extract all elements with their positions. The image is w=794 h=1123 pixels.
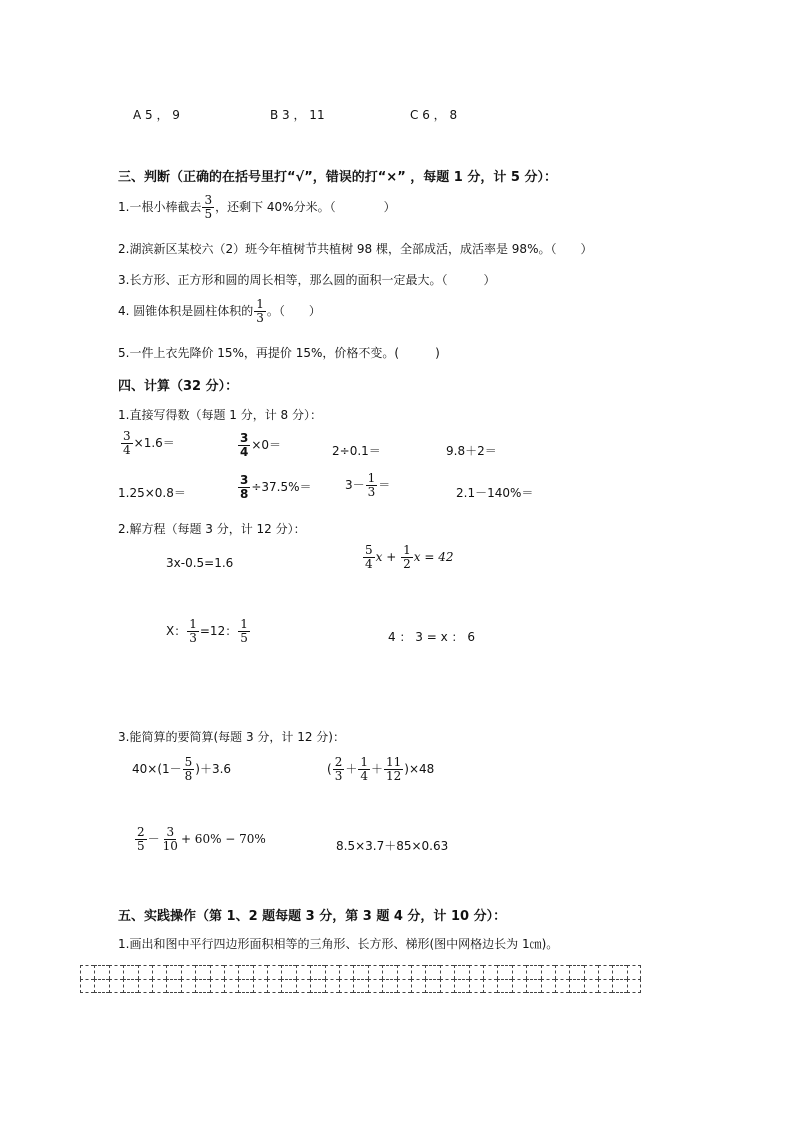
- grid-cell: [94, 965, 108, 979]
- grid-row: [80, 965, 641, 979]
- fraction: [363, 544, 375, 571]
- judge-q4-prefix: 4. 圆锥体积是圆柱体积的: [118, 304, 254, 319]
- fraction-1-3: [254, 298, 266, 325]
- grid-cell: [109, 965, 123, 979]
- grid-cell: [281, 979, 295, 993]
- calc-1d: 9.8＋2＝: [446, 444, 497, 458]
- grid-cell: [325, 965, 339, 979]
- simplify-1: [132, 756, 231, 783]
- grid-cell: [483, 979, 497, 993]
- dashed-grid: [80, 965, 641, 993]
- simplify-3: [134, 826, 266, 853]
- grid-cell: [310, 965, 324, 979]
- calc-1g: [345, 472, 390, 499]
- part1-title: 1.直接写得数（每题 1 分，计 8 分）：: [118, 408, 322, 422]
- grid-cell: [368, 965, 382, 979]
- expr: x +: [375, 550, 397, 565]
- grid-cell: [382, 979, 396, 993]
- numerator: 1: [360, 755, 368, 769]
- grid-cell: [469, 965, 483, 979]
- grid-cell: [512, 979, 526, 993]
- grid-cell: [526, 965, 540, 979]
- grid-cell: [152, 965, 166, 979]
- denominator: 5: [240, 631, 248, 646]
- grid-cell: [80, 965, 94, 979]
- numerator: 11: [386, 755, 402, 769]
- grid-cell: [497, 979, 511, 993]
- denominator: 2: [403, 557, 411, 572]
- denominator: 12: [386, 769, 402, 784]
- numerator: 3: [123, 429, 131, 443]
- judge-q1: [118, 194, 396, 221]
- grid-cell: [425, 965, 439, 979]
- grid-cell: [612, 979, 626, 993]
- grid-cell: [555, 965, 569, 979]
- fraction: [366, 472, 378, 499]
- grid-cell: [483, 965, 497, 979]
- minus: －: [147, 832, 160, 847]
- numerator: 1: [189, 617, 197, 631]
- fraction-3-5: [202, 194, 214, 221]
- fraction: [238, 474, 250, 501]
- denominator: 3: [367, 485, 376, 500]
- fraction: [358, 756, 370, 783]
- grid-cell: [612, 965, 626, 979]
- grid-cell: [310, 979, 324, 993]
- denominator: 4: [123, 443, 131, 458]
- equation-4: 4 ： 3 = x ： 6: [388, 630, 475, 644]
- denominator: 4: [360, 769, 368, 784]
- fraction: [401, 544, 413, 571]
- expr: ＝: [378, 478, 391, 493]
- numerator: 3: [204, 193, 213, 207]
- denominator: 4: [240, 445, 249, 460]
- numerator: 1: [403, 543, 411, 557]
- grid-row: [80, 979, 641, 993]
- expr: =12：: [199, 624, 238, 639]
- expr: ÷37.5%＝: [251, 480, 312, 495]
- judge-q3: 3.长方形、正方形和圆的周长相等，那么圆的面积一定最大。（ ）: [118, 273, 496, 287]
- denominator: 8: [240, 487, 249, 502]
- denominator: 8: [184, 769, 193, 784]
- grid-cell: [584, 979, 598, 993]
- grid-cell: [584, 965, 598, 979]
- grid-cell: [123, 979, 137, 993]
- expr-pre: 40×(1－: [132, 762, 182, 777]
- grid-cell: [166, 965, 180, 979]
- plus: ＋: [370, 762, 383, 777]
- simplify-4: 8.5×3.7＋85×0.63: [336, 839, 449, 853]
- grid-cell: [555, 979, 569, 993]
- expr: + 60% − 70%: [180, 832, 266, 847]
- grid-cell: [296, 979, 310, 993]
- grid-cell: [267, 979, 281, 993]
- grid-cell: [94, 979, 108, 993]
- numerator: 5: [184, 755, 193, 769]
- fraction: [238, 432, 250, 459]
- grid-cell: [411, 965, 425, 979]
- calc-1b: [237, 432, 281, 459]
- grid-cell: [238, 979, 252, 993]
- grid-cell: [411, 979, 425, 993]
- fraction: [384, 756, 403, 783]
- grid-cell: [296, 965, 310, 979]
- part2-title: 2.解方程（每题 3 分，计 12 分）：: [118, 522, 306, 536]
- option-c: C 6 ， 8: [410, 108, 458, 122]
- grid-cell: [469, 979, 483, 993]
- expr: ×1.6＝: [133, 436, 175, 451]
- expr: )×48: [404, 762, 435, 777]
- grid-cell: [353, 965, 367, 979]
- grid-cell: [267, 965, 281, 979]
- grid-cell: [541, 979, 555, 993]
- calc-1f: [237, 474, 312, 501]
- grid-cell: [181, 965, 195, 979]
- grid-cell: [224, 979, 238, 993]
- calc-1c: 2÷0.1＝: [332, 444, 381, 458]
- grid-cell: [598, 979, 612, 993]
- grid-cell: [210, 965, 224, 979]
- fraction: [161, 826, 180, 853]
- grid-cell: [195, 965, 209, 979]
- numerator: 3: [166, 825, 175, 839]
- expr-pre: X：: [166, 624, 187, 639]
- section4-title: 四、计算（32 分）：: [118, 379, 239, 394]
- grid-cell: [224, 965, 238, 979]
- grid-cell: [166, 979, 180, 993]
- grid-cell: [253, 979, 267, 993]
- grid-cell: [138, 979, 152, 993]
- expr: ×0＝: [251, 438, 282, 453]
- fraction: [121, 430, 133, 457]
- expr: )＋3.6: [195, 762, 232, 777]
- numerator: 2: [334, 755, 343, 769]
- section3-title: 三、判断（正确的在括号里打“√”，错误的打“×” ，每题 1 分，计 5 分）：: [118, 170, 557, 185]
- grid-cell: [339, 979, 353, 993]
- grid-cell: [339, 965, 353, 979]
- numerator: 2: [137, 825, 145, 839]
- grid-cell: [123, 965, 137, 979]
- grid-cell: [368, 979, 382, 993]
- grid-cell: [80, 979, 94, 993]
- judge-q4-suffix: 。（ ）: [266, 304, 321, 319]
- simplify-2: [327, 756, 434, 783]
- grid-cell: [440, 965, 454, 979]
- numerator: 3: [240, 473, 249, 487]
- equation-3: [166, 618, 251, 645]
- calc-1h: 2.1－140%＝: [456, 486, 534, 500]
- fraction: [333, 756, 345, 783]
- denominator: 5: [204, 207, 213, 222]
- grid-cell: [497, 965, 511, 979]
- section5-title: 五、实践操作（第 1、2 题每题 3 分，第 3 题 4 分，计 10 分）：: [118, 909, 507, 924]
- expr: x = 42: [413, 550, 454, 565]
- grid-cell: [181, 979, 195, 993]
- numerator: 1: [256, 297, 264, 311]
- judge-q2: 2.湖滨新区某校六（2）班今年植树节共植树 98 棵，全部成活，成活率是 98%。（ ）: [118, 242, 593, 256]
- grid-cell: [281, 965, 295, 979]
- grid-cell: [195, 979, 209, 993]
- numerator: 1: [240, 617, 248, 631]
- equation-2: [362, 544, 453, 571]
- judge-q1-prefix: 1.一根小棒截去: [118, 200, 202, 215]
- grid-cell: [598, 965, 612, 979]
- grid-cell: [454, 979, 468, 993]
- part3-title: 3.能简算的要简算(每题 3 分，计 12 分)：: [118, 730, 345, 744]
- grid-cell: [512, 965, 526, 979]
- grid-cell: [238, 965, 252, 979]
- fraction: [187, 618, 199, 645]
- option-a: A 5 ， 9: [133, 108, 180, 122]
- grid-cell: [440, 979, 454, 993]
- grid-cell: [541, 965, 555, 979]
- fraction: [183, 756, 195, 783]
- grid-cell: [109, 979, 123, 993]
- grid-cell: [526, 979, 540, 993]
- numerator: 3: [240, 431, 249, 445]
- fraction: [135, 826, 147, 853]
- denominator: 3: [256, 311, 264, 326]
- grid-cell: [454, 965, 468, 979]
- judge-q5: 5.一件上衣先降价 15%，再提价 15%，价格不变。( ): [118, 346, 440, 360]
- grid-cell: [253, 965, 267, 979]
- denominator: 3: [334, 769, 343, 784]
- grid-cell: [382, 965, 396, 979]
- equation-1: 3x-0.5=1.6: [166, 556, 234, 570]
- expr-pre: 3－: [345, 478, 365, 493]
- plus: ＋: [345, 762, 358, 777]
- fraction: [238, 618, 250, 645]
- numerator: 1: [367, 471, 376, 485]
- option-b: B 3 ， 11: [270, 108, 325, 122]
- grid-cell: [627, 979, 641, 993]
- grid-cell: [210, 979, 224, 993]
- grid-cell: [569, 965, 583, 979]
- grid-cell: [138, 965, 152, 979]
- denominator: 3: [189, 631, 197, 646]
- numerator: 5: [365, 543, 373, 557]
- grid-cell: [425, 979, 439, 993]
- calc-1a: [120, 430, 175, 457]
- expr-pre: (: [327, 762, 332, 777]
- denominator: 5: [137, 839, 145, 854]
- grid-cell: [353, 979, 367, 993]
- grid-cell: [569, 979, 583, 993]
- practice-q1: 1.画出和图中平行四边形面积相等的三角形、长方形、梯形(图中网格边长为 1㎝)。: [118, 937, 559, 951]
- judge-q1-suffix: ，还剩下 40%分米。（ ）: [215, 200, 396, 215]
- grid-cell: [325, 979, 339, 993]
- grid-cell: [397, 979, 411, 993]
- grid-cell: [152, 979, 166, 993]
- grid-cell: [627, 965, 641, 979]
- denominator: 4: [365, 557, 373, 572]
- calc-1e: 1.25×0.8＝: [118, 486, 186, 500]
- judge-q4: [118, 298, 321, 325]
- grid-cell: [397, 965, 411, 979]
- denominator: 10: [162, 839, 178, 854]
